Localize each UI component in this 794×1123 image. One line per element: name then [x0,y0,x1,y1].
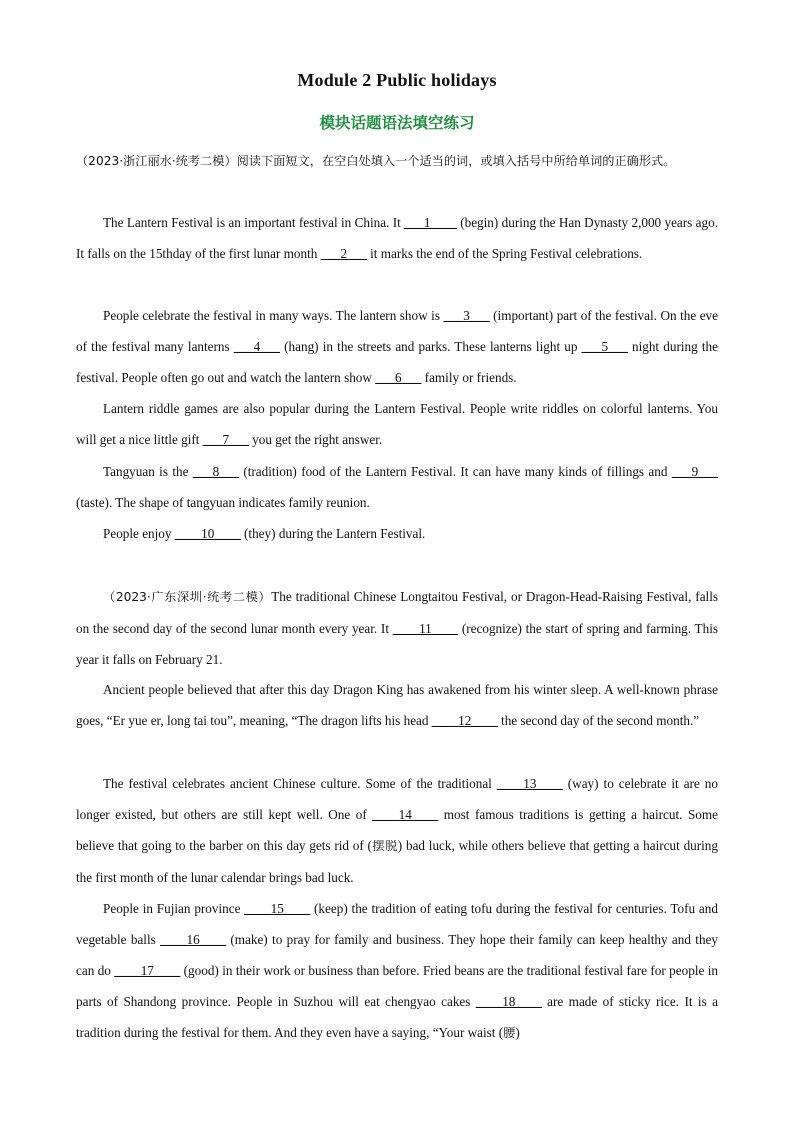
text-run: ) [515,1025,520,1040]
passage1-paragraph-3 [76,393,718,455]
text-run: family or friends. [421,370,517,385]
text-run: (way) to celebrate it are no longer existed, but others are still kept well. One of [76,776,718,822]
instruction-text: 阅读下面短文，在空白处填入一个适当的词，或填入括号中所给单词的正确形式。 [236,154,676,168]
text-run: ) bad luck, while others believe that getting a haircut during the first month of the lunar calendar brings bad luck. [76,838,718,885]
page-subtitle: 模块话题语法填空练习 [319,114,475,132]
text-run: (tradition) food of the Lantern Festival. It can have many kinds of fillings and [238,464,672,479]
blank-4: ___4___ [233,339,280,354]
blank-10: ____10____ [174,526,241,541]
text-run: night during the festival. People often go out and watch the lantern show [76,339,718,385]
passage1-paragraph-4 [76,456,718,518]
blank-13: ____13____ [496,776,563,791]
blank-6: ___6___ [375,370,422,385]
blank-1: ___1____ [404,215,457,230]
blank-14: ____14____ [372,807,439,822]
text-run: The Lantern Festival is an important festival in China. It [103,215,405,230]
text-run: (they) during the Lantern Festival. [240,526,426,541]
chinese-gloss: 腰 [503,1026,516,1040]
blank-3: ___3___ [443,308,490,323]
blank-8: ___8___ [192,464,239,479]
passage1-source: （2023·浙江丽水·统考二模） [76,154,237,168]
blank-16: ____16____ [160,932,227,947]
text-run: The traditional Chinese Longtaitou Festival, or Dragon-Head-Raising Festival, falls on the second day of the second lunar month every year. It [76,589,719,636]
blank-9: ___9___ [671,464,718,479]
passage2-paragraph-3 [76,768,718,893]
text-run: (recognize) the start of spring and farming. This year it falls on February 21. [76,621,718,667]
text-run: Lantern riddle games are also popular during the Lantern Festival. People write riddles on colorful lanterns. You will get a nice little gift [76,401,718,447]
page-title: Module 2 Public holidays [297,70,497,90]
text-run: (keep) the tradition of eating tofu during the festival for centuries. Tofu and vegetable balls [76,901,718,947]
blank-15: ____15____ [244,901,311,916]
text-run: People in Fujian province [103,901,245,916]
passage1-paragraph-2 [76,300,718,393]
blank-11: ____11____ [392,621,459,636]
text-run: you get the right answer. [248,432,383,447]
text-run: (begin) during the Han Dynasty 2,000 years ago. It falls on the 15thday of the first lunar month [76,215,718,261]
text-run: most famous traditions is getting a haircut. Some believe that going to the barber on this day gets rid of ( [76,807,718,853]
text-run: (important) part of the festival. On the eve of the festival many lanterns [76,308,718,354]
blank-2: ___2___ [320,246,367,261]
blank-17: ____17____ [114,963,181,978]
passage1-paragraph-1 [76,207,718,269]
passage2-source: （2023·广东深圳·统考二模） [103,590,272,604]
passage1-paragraph-5 [76,518,718,549]
blank-5: ___5___ [581,339,628,354]
text-run: are made of sticky rice. It is a tradition during the festival for them. And they even have a saying, “Your waist ( [76,994,718,1040]
text-run: it marks the end of the Spring Festival celebrations. [366,246,643,261]
text-run: (good) in their work or business than before. Fried beans are the traditional festival fare for people in parts of Shandong province. People in Suzhou will eat chengyao cakes [76,963,718,1009]
blank-18: ____18____ [475,994,542,1009]
text-run: Tangyuan is the [103,464,193,479]
passage1-instruction [76,145,718,177]
chinese-gloss: 摆脱 [371,839,398,853]
text-run: (hang) in the streets and parks. These lanterns light up [279,339,582,354]
text-run: The festival celebrates ancient Chinese culture. Some of the traditional [103,776,497,791]
text-run: (taste). The shape of tangyuan indicates family reunion. [76,495,370,510]
passage2-paragraph-1 [76,581,718,675]
blank-7: ___7___ [202,432,249,447]
text-run: the second day of the second month.” [497,713,700,728]
text-run: Ancient people believed that after this day Dragon King has awakened from his winter sleep. A well-known phrase goes, “Er yue er, long tai tou”, meaning, “The dragon lifts his head [76,682,718,728]
text-run: People celebrate the festival in many ways. The lantern show is [103,308,444,323]
blank-12: ____12____ [431,713,498,728]
text-run: People enjoy [103,526,175,541]
passage2-paragraph-2 [76,674,718,736]
text-run: (make) to pray for family and business. They hope their family can keep healthy and they can do [76,932,718,978]
passage2-paragraph-4 [76,893,718,1049]
